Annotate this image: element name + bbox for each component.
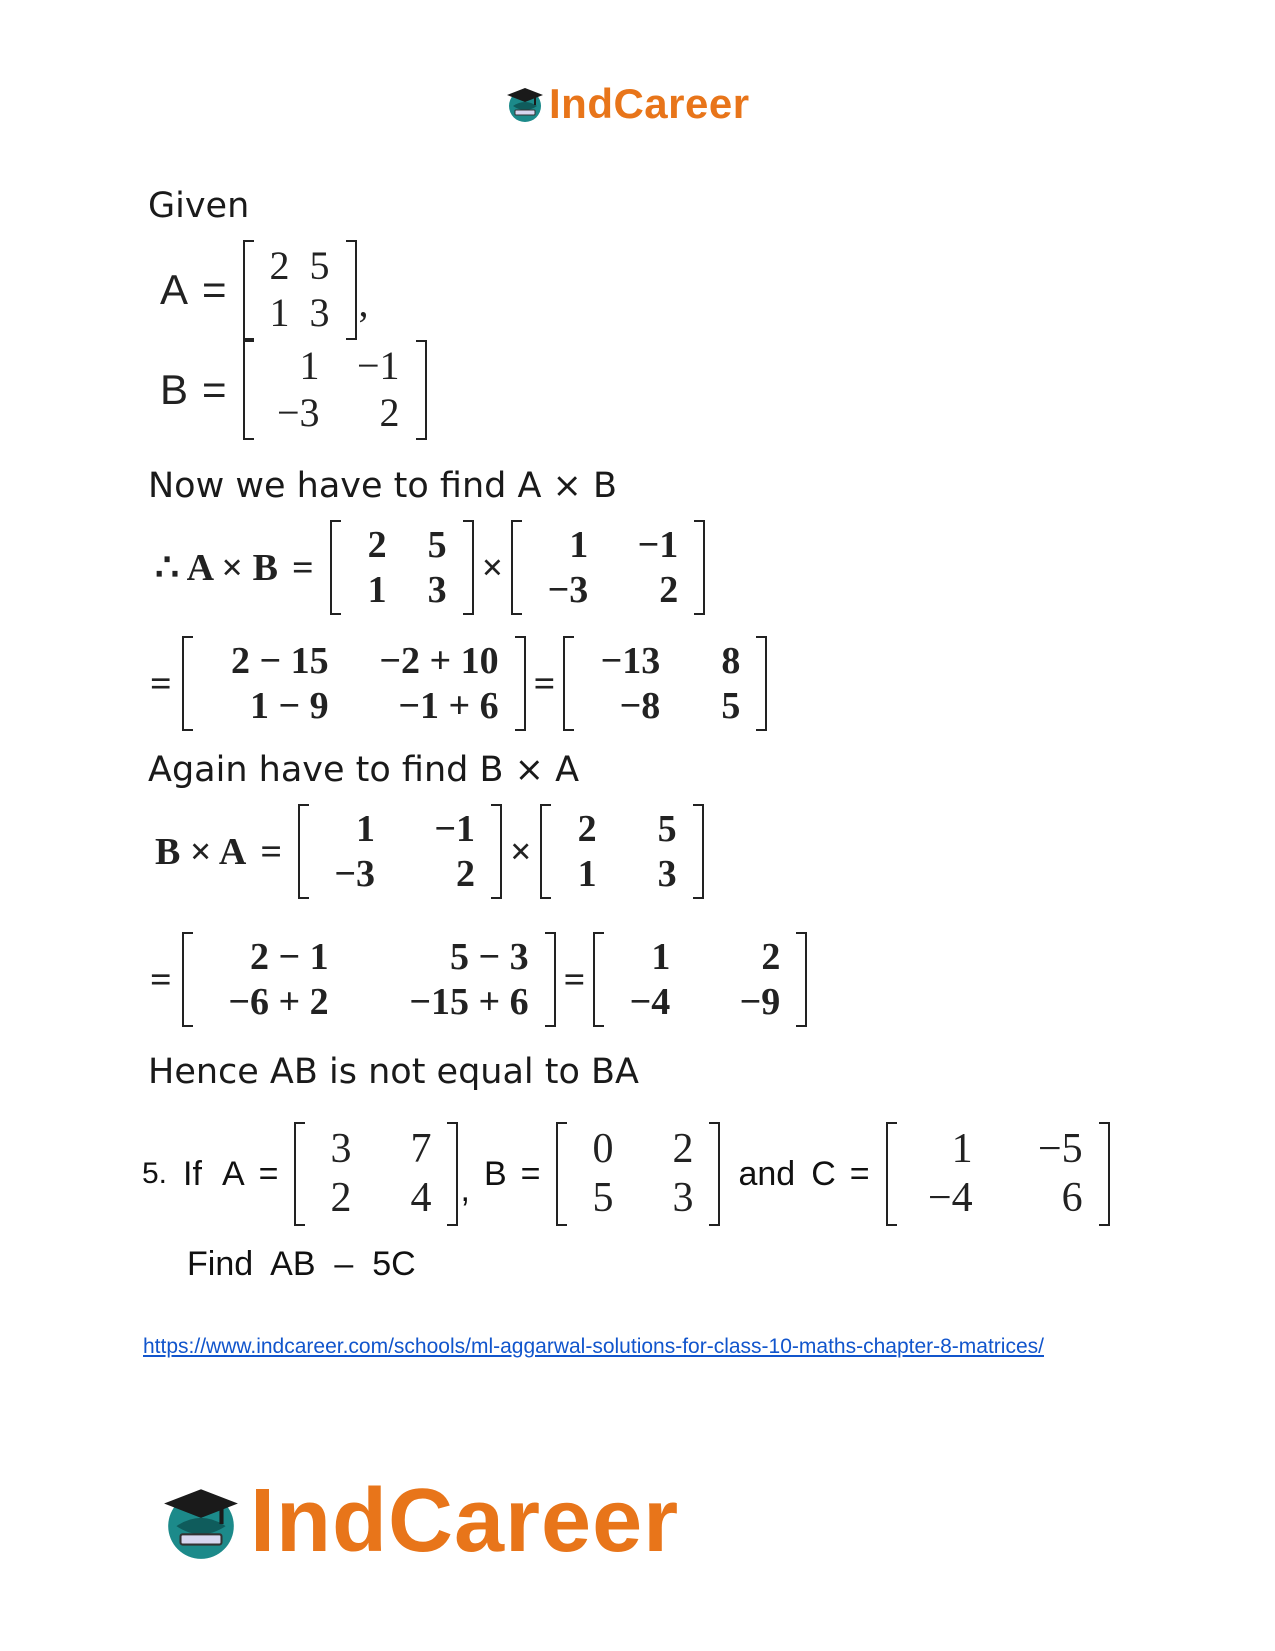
- matrix-cell: −3: [334, 852, 376, 895]
- matrix-b-definition: [160, 340, 429, 440]
- question-number: 5.: [142, 1157, 168, 1191]
- equals-sign: =: [150, 662, 172, 705]
- matrix-a: [540, 804, 704, 899]
- equals-sign: =: [533, 662, 556, 705]
- matrix-cell: −2 + 10: [379, 640, 499, 682]
- matrix-cell: 1: [367, 568, 387, 611]
- ab-product-line: [155, 520, 707, 615]
- equals-sign: =: [202, 365, 227, 413]
- var-a: A: [221, 1154, 245, 1193]
- equals-sign: =: [150, 958, 172, 1001]
- and-label: and: [738, 1154, 796, 1193]
- ab-expanded-matrix: [182, 636, 526, 731]
- times-sign: ×: [481, 546, 504, 589]
- matrix-cell: 5: [309, 243, 330, 288]
- times-sign: ×: [510, 830, 532, 873]
- var-b: B: [483, 1154, 507, 1193]
- matrix-b: [298, 804, 502, 899]
- equals-sign: =: [849, 1154, 870, 1193]
- matrix-cell: 2: [659, 568, 679, 611]
- matrix-cell: −3: [276, 389, 320, 435]
- matrix-cell: 2: [367, 524, 387, 566]
- ab-expansion-line: [150, 636, 769, 731]
- matrix-cell: −4: [629, 980, 671, 1023]
- matrix-cell: 5: [592, 1175, 614, 1222]
- matrix-b: [243, 340, 427, 440]
- footer-source-link[interactable]: https://www.indcareer.com/schools/ml-aggarwal-solutions-for-class-10-maths-chapter-8-matrices/: [143, 1335, 1044, 1358]
- matrix-cell: 2 − 15: [231, 640, 329, 682]
- var-c: C: [811, 1154, 836, 1193]
- matrix-cell: 5 − 3: [450, 936, 529, 978]
- equals-sign: =: [520, 1154, 541, 1193]
- matrix-cell: −15 + 6: [409, 980, 529, 1023]
- graduation-globe-icon: [505, 84, 545, 124]
- matrix-cell: −13: [600, 640, 661, 682]
- matrix-cell: 2: [456, 852, 476, 895]
- matrix-a: [330, 520, 474, 615]
- matrix-cell: 7: [410, 1126, 432, 1172]
- matrix-cell: 3: [657, 852, 677, 895]
- matrix-cell: −6 + 2: [228, 980, 329, 1023]
- equals-sign: =: [563, 958, 586, 1001]
- q-matrix-c: [886, 1122, 1110, 1226]
- ba-result-matrix: [593, 932, 807, 1027]
- question-5: [142, 1122, 1112, 1226]
- q-matrix-b: [556, 1122, 720, 1226]
- ba-heading: Again have to find B × A: [148, 750, 580, 790]
- matrix-cell: 5: [721, 684, 741, 727]
- equals-sign: =: [258, 1154, 279, 1193]
- find-instruction: Find AB – 5C: [187, 1245, 416, 1283]
- comma: ,: [358, 279, 369, 325]
- matrix-cell: 1: [951, 1126, 973, 1172]
- indcareer-logo-bottom[interactable]: [160, 1470, 679, 1573]
- matrix-cell: 1: [569, 524, 589, 566]
- ab-result-matrix: [563, 636, 767, 731]
- matrix-cell: 2: [379, 389, 400, 435]
- ba-lhs: B × A: [155, 830, 247, 873]
- matrix-cell: 0: [592, 1126, 614, 1172]
- comma: ,: [460, 1171, 470, 1210]
- var-a: A: [160, 265, 189, 313]
- ab-lhs: ∴ A × B: [155, 547, 278, 590]
- matrix-cell: −1: [434, 808, 476, 850]
- ab-heading: Now we have to find A × B: [148, 466, 617, 506]
- matrix-cell: −3: [547, 568, 589, 611]
- matrix-cell: 2 − 1: [250, 936, 329, 978]
- ba-product-line: [155, 804, 706, 899]
- matrix-cell: −5: [1037, 1126, 1083, 1172]
- graduation-globe-icon: [160, 1481, 242, 1563]
- var-b: B: [160, 365, 189, 413]
- given-label: Given: [148, 186, 250, 226]
- indcareer-logo-top[interactable]: [505, 80, 750, 128]
- matrix-b: [511, 520, 705, 615]
- equals-sign: =: [291, 546, 314, 589]
- matrix-cell: −4: [927, 1175, 973, 1222]
- matrix-cell: 2: [577, 808, 597, 850]
- matrix-cell: 2: [672, 1126, 694, 1172]
- matrix-cell: 2: [269, 243, 290, 288]
- matrix-cell: 4: [410, 1175, 432, 1222]
- matrix-cell: 3: [672, 1175, 694, 1222]
- q-matrix-a: [294, 1122, 458, 1226]
- ba-expansion-line: [150, 932, 809, 1027]
- matrix-cell: 1: [577, 852, 597, 895]
- matrix-cell: 3: [427, 568, 447, 611]
- matrix-cell: 1: [299, 343, 320, 388]
- matrix-cell: 2: [330, 1175, 352, 1222]
- matrix-cell: 3: [330, 1126, 352, 1172]
- logo-wordmark: IndCareer: [549, 80, 750, 127]
- matrix-cell: 5: [427, 524, 447, 566]
- conclusion-text: Hence AB is not equal to BA: [148, 1052, 639, 1092]
- matrix-cell: −8: [619, 684, 661, 727]
- logo-wordmark: IndCareer: [250, 1471, 680, 1571]
- matrix-a: [243, 240, 357, 340]
- matrix-cell: −1: [637, 524, 679, 566]
- matrix-cell: 2: [761, 936, 781, 978]
- matrix-cell: 1: [356, 808, 376, 850]
- matrix-cell: 6: [1061, 1175, 1083, 1222]
- matrix-cell: 1 − 9: [250, 684, 329, 727]
- matrix-cell: 8: [721, 640, 741, 682]
- equals-sign: =: [202, 265, 227, 313]
- matrix-cell: 1: [269, 289, 290, 335]
- if-label: If: [183, 1154, 202, 1193]
- matrix-cell: 5: [657, 808, 677, 850]
- matrix-cell: 3: [309, 289, 330, 335]
- ba-expanded-matrix: [182, 932, 556, 1027]
- matrix-cell: −9: [739, 980, 781, 1023]
- matrix-cell: −1 + 6: [398, 684, 499, 727]
- matrix-cell: 1: [651, 936, 671, 978]
- equals-sign: =: [260, 830, 283, 873]
- matrix-cell: −1: [356, 343, 400, 388]
- matrix-a-definition: [160, 240, 369, 340]
